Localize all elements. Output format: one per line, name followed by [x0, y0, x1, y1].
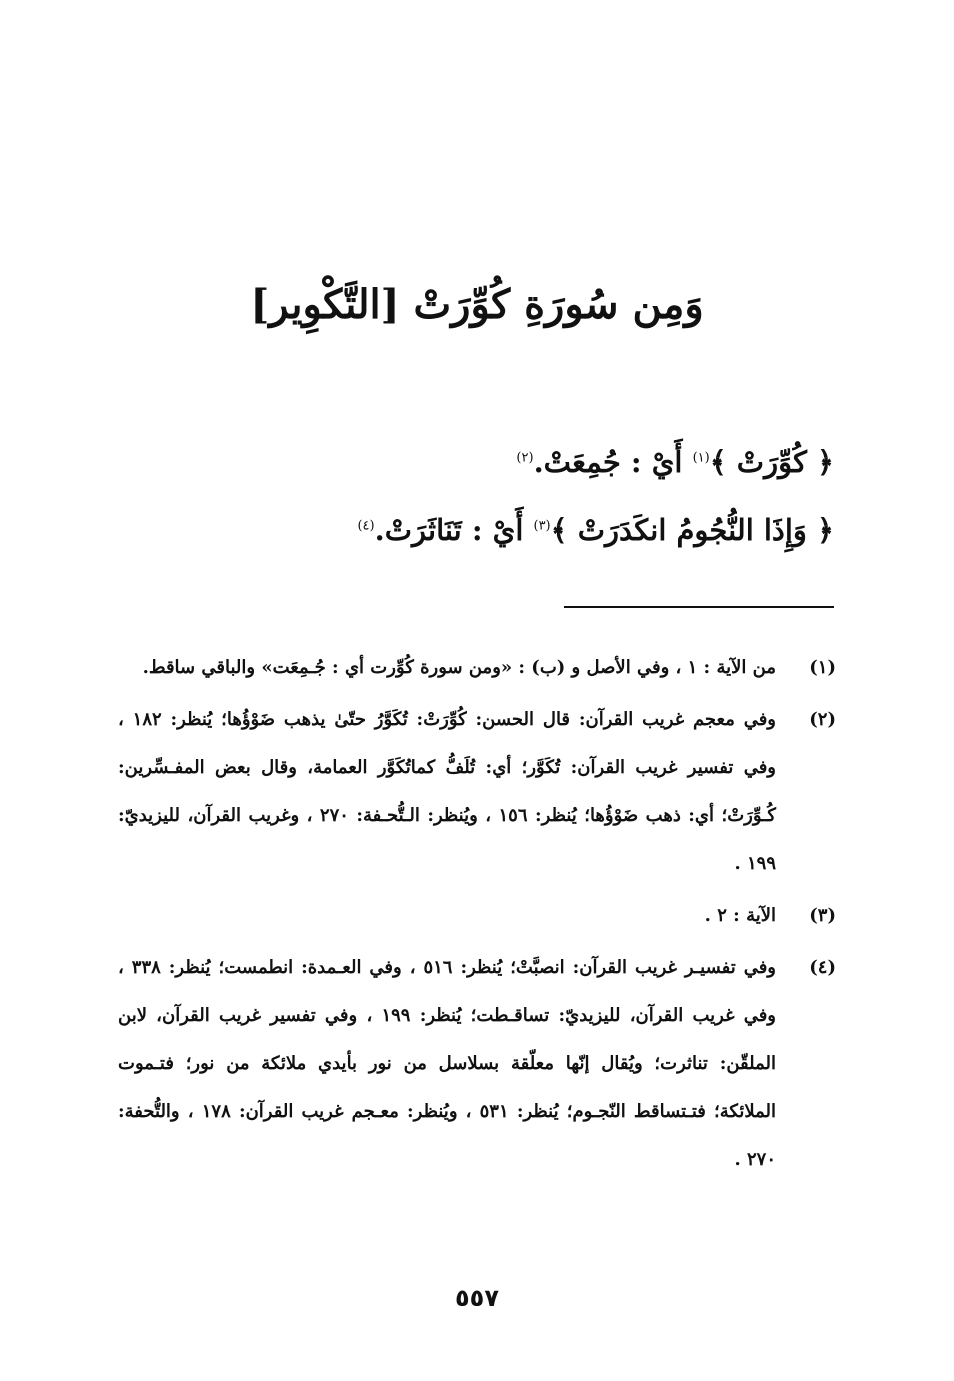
footnote-ref: (١)	[692, 450, 710, 466]
quran-phrase: ﴿ كُوِّرَتْ ﴾	[709, 445, 834, 479]
footnote-text: وفي معجم غريب القرآن: قال الحسن: كُوِّرَتْ: تُكَوَّرُ حتّىٰ يذهب ضَوْؤُها؛ يُنظر: ١٨٢ ، وفي تفسير غريب القرآن: تُكَوَّر؛ أي: تُلَفُّ كماتُكَوَّر العمامة، وقال بعض المفـسِّرين: كُـوِّرَتْ؛ أي: ذهب ضَوْؤُها؛ يُنظر: ١٥٦ ، ويُنظر: الـتُّحـفة: ٢٧٠ ، وغريب القرآن، لليزيديّ: ١٩٩ .	[118, 709, 777, 874]
footnote-text: وفي تفسيـر غريب القرآن: انصبَّتْ؛ يُنظر: ٥١٦ ، وفي العـمدة: انطمست؛ يُنظر: ٣٣٨ ، وفي غريب القرآن، لليزيديّ: تساقـطت؛ يُنظر: ١٩٩ ، وفي تفسير غريب القرآن، لابن الملقّن: تناثرت؛ ويُقال إنّها معلّقة بسلاسل من نور بأيدي ملائكة من نور؛ فتـموت الملائكة؛ فتـتساقط النّجـوم؛ يُنظر: ٥٣١ ، ويُنظر: معـجم غريب القرآن: ١٧٨ ، والتُّحفة: ٢٧٠ .	[118, 957, 777, 1170]
footnote-text: الآية : ٢ .	[704, 905, 776, 926]
footnote-ref: (٤)	[357, 518, 375, 534]
footnote	[118, 944, 836, 1184]
gloss-meaning: أَيْ : تَنَاثَرَتْ.	[374, 513, 534, 547]
footnote	[118, 696, 836, 888]
footnote	[118, 644, 836, 692]
footnote-text: من الآية : ١ ، وفي الأصل و (ب) : «ومن سورة كُوِّرت أي : جُـمِعَت» والباقي ساقط.	[142, 657, 776, 678]
footnote-number: (١)	[809, 657, 836, 678]
footnote-ref: (٣)	[533, 518, 551, 534]
footnote-number: (٢)	[809, 709, 836, 730]
gloss-line	[114, 506, 834, 554]
gloss-line	[114, 438, 834, 486]
footnote-ref: (٢)	[516, 450, 534, 466]
footnotes	[118, 644, 836, 1188]
quran-phrase: ﴿ وَإِذَا النُّجُومُ انكَدَرَتْ ﴾	[550, 513, 834, 547]
footnote-separator	[564, 606, 834, 608]
footnote	[118, 892, 836, 940]
footnote-number: (٣)	[809, 905, 836, 926]
page-number: ٥٥٧	[455, 1284, 499, 1312]
footnote-number: (٤)	[809, 957, 836, 978]
gloss-meaning: أَيْ : جُمِعَتْ.	[533, 445, 693, 479]
surah-heading: وَمِن سُورَةِ كُوِّرَتْ [التَّكْوِير]	[250, 281, 704, 328]
